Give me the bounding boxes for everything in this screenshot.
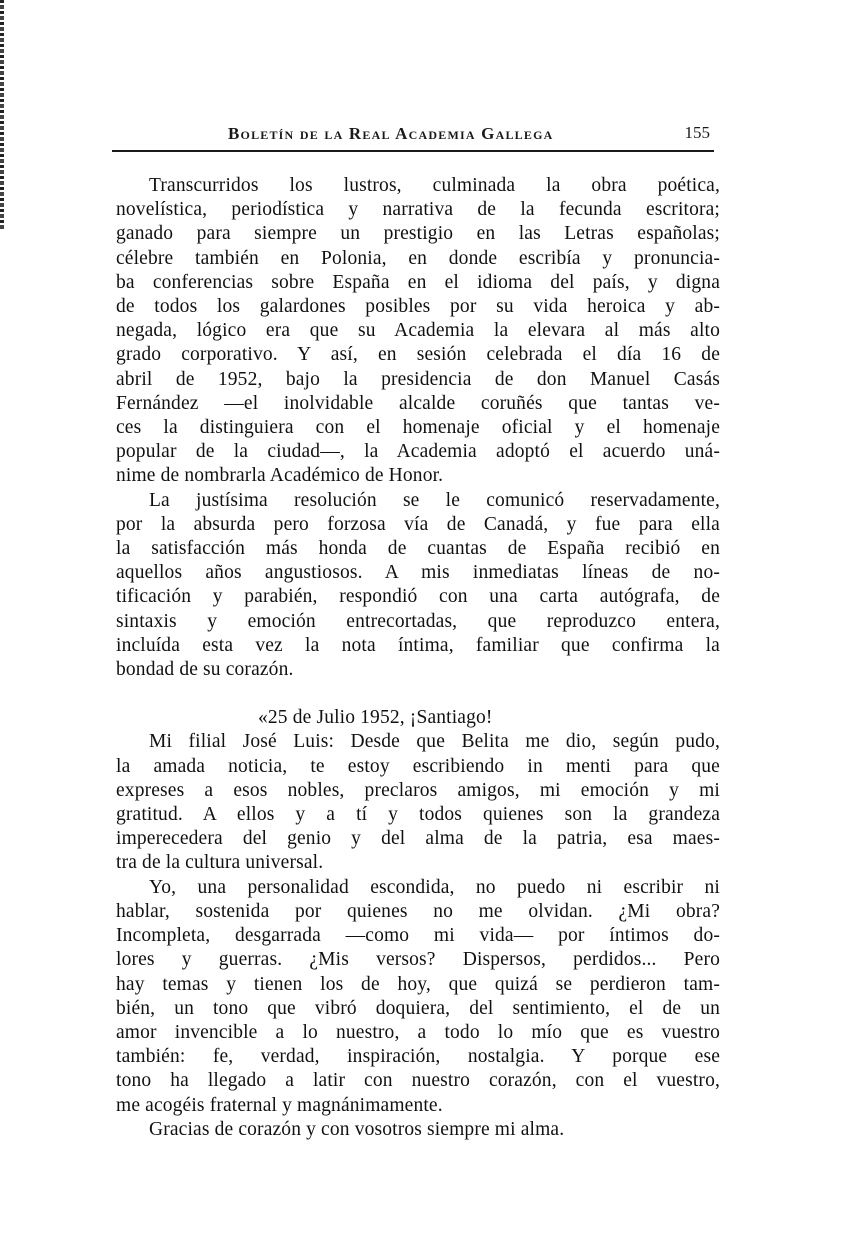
text-line: bién, un tono que vibró doquiera, del sentimiento, el de un	[116, 997, 720, 1019]
text-line: por la absurda pero forzosa vía de Canadá, y fue para ella	[116, 513, 720, 535]
text-line: novelística, periodística y narrativa de la fecunda escritora;	[116, 199, 720, 221]
text-line: bondad de su corazón.	[116, 659, 294, 681]
text-line: Fernández —el inolvidable alcalde coruñés que tantas ve-	[116, 392, 720, 414]
running-title: Boletín de la Real Academia Gallega	[228, 124, 554, 143]
text-line: ba conferencias sobre España en el idioma del país, y digna	[116, 271, 720, 293]
body-text	[116, 174, 720, 1142]
text-line: gratitud. A ellos y a tí y todos quienes son la grandeza	[116, 804, 720, 826]
text-line: la satisfacción más honda de cuantas de España recibió en	[116, 538, 720, 560]
text-line: Mi filial José Luis: Desde que Belita me dio, según pudo,	[149, 731, 720, 753]
text-line: tono ha llegado a latir con nuestro corazón, con el vuestro,	[116, 1070, 720, 1092]
text-line: popular de la ciudad—, la Academia adoptó el acuerdo uná-	[116, 441, 720, 463]
text-line: me acogéis fraternal y magnánimamente.	[116, 1094, 443, 1116]
text-line: nime de nombrarla Académico de Honor.	[116, 465, 444, 487]
text-line: grado corporativo. Y así, en sesión celebrada el día 16 de	[116, 344, 720, 366]
blank-line	[116, 682, 720, 706]
text-line: tificación y parabién, respondió con una carta autógrafa, de	[116, 586, 720, 608]
text-line: tra de la cultura universal.	[116, 852, 324, 874]
text-line: hay temas y tienen los de hoy, que quizá se perdieron tam-	[116, 973, 720, 995]
text-line: ganado para siempre un prestigio en las Letras españolas;	[116, 223, 720, 245]
letter-dateline: «25 de Julio 1952, ¡Santiago!	[258, 707, 493, 729]
paragraph	[116, 489, 720, 683]
text-line: negada, lógico era que su Academia la elevara al más alto	[116, 320, 720, 342]
text-line: aquellos años angustiosos. A mis inmediatas líneas de no-	[116, 562, 720, 584]
page-header	[112, 120, 714, 152]
text-line: de todos los galardones posibles por su vida heroica y ab-	[116, 296, 720, 318]
text-line: Incompleta, desgarrada —como mi vida— por íntimos do-	[116, 925, 720, 947]
letter-paragraph	[116, 1118, 720, 1142]
text-line: Yo, una personalidad escondida, no puedo ni escribir ni	[149, 876, 720, 898]
text-line: La justísima resolución se le comunicó reservadamente,	[149, 489, 720, 511]
text-line: célebre también en Polonia, en donde escribía y pronuncia-	[116, 247, 720, 269]
scan-edge-artifact	[0, 0, 4, 230]
text-line: amor invencible a lo nuestro, a todo lo mío que es vuestro	[116, 1021, 720, 1043]
text-line: Gracias de corazón y con vosotros siempre mi alma.	[149, 1118, 565, 1140]
text-line: también: fe, verdad, inspiración, nostalgia. Y porque ese	[116, 1046, 720, 1068]
paragraph	[116, 174, 720, 489]
text-line: ces la distinguiera con el homenaje oficial y el homenaje	[116, 417, 720, 439]
text-line: lores y guerras. ¿Mis versos? Dispersos, perdidos... Pero	[116, 949, 720, 971]
letter-paragraph	[116, 876, 720, 1118]
letter-paragraph	[116, 730, 720, 875]
text-line: expreses a esos nobles, preclaros amigos, mi emoción y mi	[116, 779, 720, 801]
text-line: incluída esta vez la nota íntima, familiar que confirma la	[116, 634, 720, 656]
page-number: 155	[684, 123, 710, 142]
text-line: imperecedera del genio y del alma de la patria, esa maes-	[116, 828, 720, 850]
text-line: Transcurridos los lustros, culminada la obra poética,	[149, 175, 720, 196]
text-line: hablar, sostenida por quienes no me olvidan. ¿Mi obra?	[116, 900, 720, 922]
text-line: abril de 1952, bajo la presidencia de don Manuel Casás	[116, 368, 720, 390]
text-line: sintaxis y emoción entrecortadas, que reproduzco entera,	[116, 610, 720, 632]
text-line: la amada noticia, te estoy escribiendo in menti para que	[116, 755, 720, 777]
